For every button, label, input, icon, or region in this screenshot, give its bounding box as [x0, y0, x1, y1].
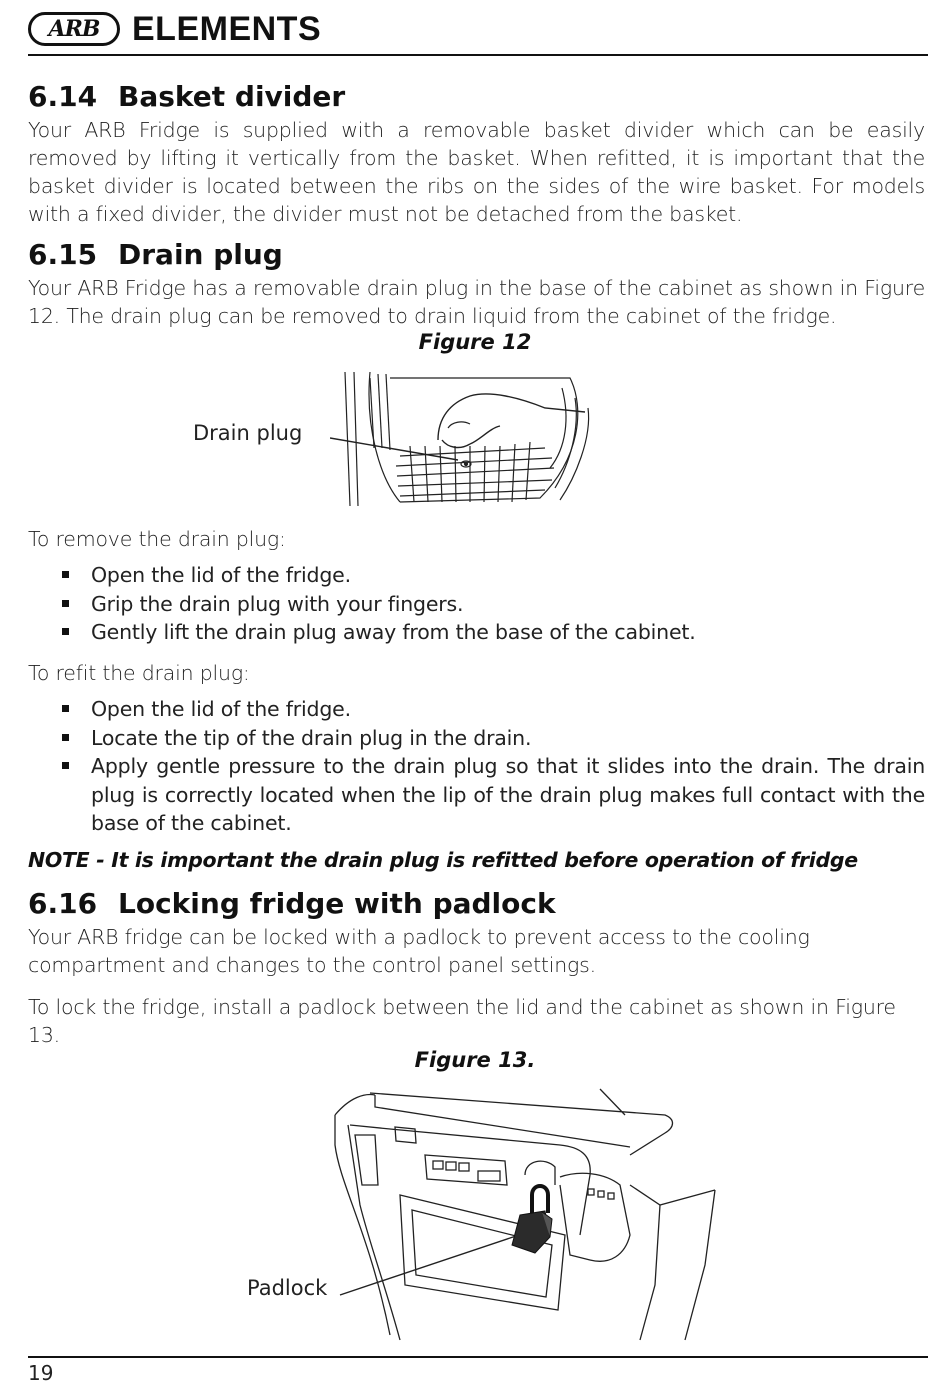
refit-intro: To refit the drain plug:	[28, 661, 250, 685]
drain-plug-paragraph: Your ARB Fridge has a removable drain plug in the base of the cabinet as shown in Figure 12. The drain plug can be removed to drain liquid from the cabinet of the fridge.	[28, 276, 925, 328]
list-item: Locate the tip of the drain plug in the drain.	[60, 724, 925, 753]
list-item: Gently lift the drain plug away from the base of the cabinet.	[60, 618, 925, 647]
section-title: Locking fridge with padlock	[118, 887, 556, 920]
brand-title: ELEMENTS	[132, 10, 322, 48]
figure-12-label: Drain plug	[193, 421, 303, 445]
figure-12-drain-plug-illustration	[330, 368, 605, 510]
list-item: Open the lid of the fridge.	[60, 695, 925, 724]
section-number: 6.15	[28, 238, 98, 271]
refit-steps-list	[60, 695, 925, 838]
arb-logo	[28, 12, 120, 46]
figure-12-caption: Figure 12	[418, 330, 532, 354]
section-heading-drain-plug	[28, 238, 283, 271]
section-title: Basket divider	[118, 80, 346, 113]
section-heading-locking-fridge	[28, 887, 556, 920]
page-number: 19	[28, 1361, 54, 1385]
remove-steps-list	[60, 561, 925, 647]
basket-divider-paragraph: Your ARB Fridge is supplied with a removable basket divider which can be easily removed by lifting it vertically from the basket. When refitted, it is important that the basket divider is located between the ribs on the sides of the wire basket. For models with a fixed divider, the divider must not be detached from the basket.	[28, 118, 925, 226]
section-title: Drain plug	[118, 238, 283, 271]
locking-paragraph-2: To lock the fridge, install a padlock between the lid and the cabinet as shown in Figure 13.	[28, 995, 896, 1047]
figure-13-padlock-illustration	[330, 1085, 720, 1345]
list-item: Apply gentle pressure to the drain plug so that it slides into the drain. The drain plug is correctly located when the lip of the drain plug makes full contact with the base of the cabinet.	[60, 752, 925, 838]
page-header	[28, 8, 928, 56]
figure-13-label: Padlock	[247, 1276, 328, 1300]
figure-13-caption: Figure 13.	[414, 1048, 536, 1072]
list-item: Grip the drain plug with your fingers.	[60, 590, 925, 619]
section-heading-basket-divider	[28, 80, 345, 113]
section-number: 6.14	[28, 80, 98, 113]
drain-plug-note: NOTE - It is important the drain plug is refitted before operation of fridge	[28, 848, 858, 872]
locking-paragraph-1: Your ARB fridge can be locked with a padlock to prevent access to the cooling compartment and changes to the control panel settings.	[28, 925, 810, 977]
section-number: 6.16	[28, 887, 98, 920]
list-item: Open the lid of the fridge.	[60, 561, 925, 590]
footer-rule	[28, 1356, 928, 1358]
remove-intro: To remove the drain plug:	[28, 527, 286, 551]
arb-logo-text: ARB	[48, 16, 100, 42]
